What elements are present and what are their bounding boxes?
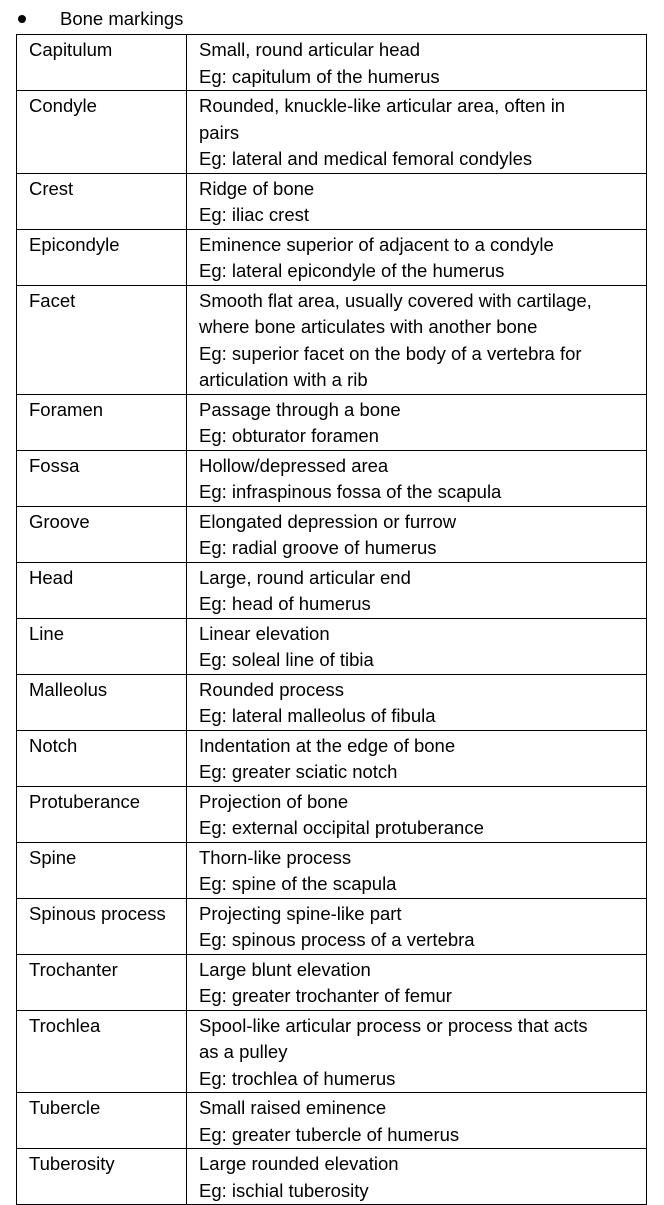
table-row [17,394,647,450]
term-cell: Malleolus [17,674,187,730]
table-row [17,954,647,1010]
example-text: Eg: greater trochanter of femur [199,985,452,1006]
definition-cell [187,786,647,842]
definition-cell [187,173,647,229]
definition-text: Passage through a bone [199,398,401,420]
term-cell: Fossa [17,450,187,506]
term-cell: Groove [17,506,187,562]
table-row [17,842,647,898]
definition-text: where bone articulates with another bone [199,316,538,337]
term-cell: Spine [17,842,187,898]
example-text: Eg: iliac crest [199,204,310,225]
definition-cell [187,1093,647,1149]
definition-text: Large, round articular end [199,566,411,588]
definition-cell [187,285,647,394]
table-row [17,91,647,174]
example-text: Eg: ischial tuberosity [199,1179,369,1201]
example-text: Eg: spine of the scapula [199,873,397,894]
definition-text: Linear elevation [199,622,330,644]
table-body [17,35,647,1205]
example-text: Eg: capitulum of the humerus [199,65,440,87]
example-text: Eg: lateral and medical femoral condyles [199,148,533,169]
term-cell: Spinous process [17,898,187,954]
term-cell: Crest [17,173,187,229]
definition-text: Hollow/depressed area [199,454,389,476]
definition-text: Small, round articular head [199,39,421,60]
table-row [17,618,647,674]
term-cell: Epicondyle [17,229,187,285]
example-text: Eg: lateral epicondyle of the humerus [199,260,505,281]
table-row [17,898,647,954]
definition-text: as a pulley [199,1041,288,1062]
table-row [17,1149,647,1205]
example-text: Eg: lateral malleolus of fibula [199,705,436,726]
term-cell: Notch [17,730,187,786]
example-text: Eg: greater tubercle of humerus [199,1123,460,1145]
definition-cell [187,35,647,91]
definition-cell [187,450,647,506]
definition-cell [187,91,647,174]
table-row [17,285,647,394]
example-text: Eg: obturator foramen [199,425,379,446]
definition-cell [187,506,647,562]
definition-cell [187,730,647,786]
example-text: Eg: soleal line of tibia [199,649,374,670]
bone-markings-table [16,34,647,1205]
definition-text: Rounded, knuckle-like articular area, often in [199,95,566,116]
example-text: Eg: trochlea of humerus [199,1067,396,1089]
example-text: Eg: head of humerus [199,593,371,614]
definition-text: Smooth flat area, usually covered with cartilage, [199,289,592,311]
table-row [17,35,647,91]
table-row [17,1093,647,1149]
definition-text: Projection of bone [199,790,349,812]
definition-cell [187,618,647,674]
definition-cell [187,229,647,285]
term-cell: Facet [17,285,187,394]
table-row [17,229,647,285]
table-row [17,450,647,506]
bullet-dot-icon [18,15,26,23]
section-heading-text: Bone markings [60,8,184,29]
table-row [17,173,647,229]
definition-cell [187,898,647,954]
example-text: Eg: superior facet on the body of a vertebra for articulation with a rib [199,342,582,390]
term-cell: Tubercle [17,1093,187,1149]
definition-cell [187,1149,647,1205]
definition-cell [187,562,647,618]
definition-text: Large blunt elevation [199,958,371,980]
example-text: Eg: greater sciatic notch [199,761,398,782]
definition-cell [187,394,647,450]
definition-text: Thorn-like process [199,846,352,868]
term-cell: Protuberance [17,786,187,842]
table-row [17,1010,647,1093]
definition-text: Indentation at the edge of bone [199,734,456,756]
table-row [17,506,647,562]
definition-text: Eminence superior of adjacent to a condyle [199,233,554,255]
definition-text: pairs [199,121,240,143]
table-row [17,674,647,730]
example-text: Eg: radial groove of humerus [199,537,437,558]
section-heading [0,6,640,32]
term-cell: Line [17,618,187,674]
definition-cell [187,954,647,1010]
definition-text: Large rounded elevation [199,1153,399,1174]
example-text: Eg: external occipital protuberance [199,817,484,838]
term-cell: Condyle [17,91,187,174]
definition-text: Spool-like articular process or process that acts [199,1014,588,1036]
definition-cell [187,1010,647,1093]
table-row [17,730,647,786]
term-cell: Capitulum [17,35,187,91]
table-row [17,562,647,618]
term-cell: Head [17,562,187,618]
example-text: Eg: infraspinous fossa of the scapula [199,481,502,502]
definition-cell [187,674,647,730]
definition-text: Ridge of bone [199,177,315,199]
term-cell: Trochlea [17,1010,187,1093]
example-text: Eg: spinous process of a vertebra [199,929,475,950]
definition-text: Rounded process [199,678,345,700]
term-cell: Foramen [17,394,187,450]
term-cell: Tuberosity [17,1149,187,1205]
definition-text: Elongated depression or furrow [199,510,457,532]
term-cell: Trochanter [17,954,187,1010]
table-row [17,786,647,842]
definition-text: Projecting spine-like part [199,902,402,924]
definition-cell [187,842,647,898]
definition-text: Small raised eminence [199,1097,387,1118]
